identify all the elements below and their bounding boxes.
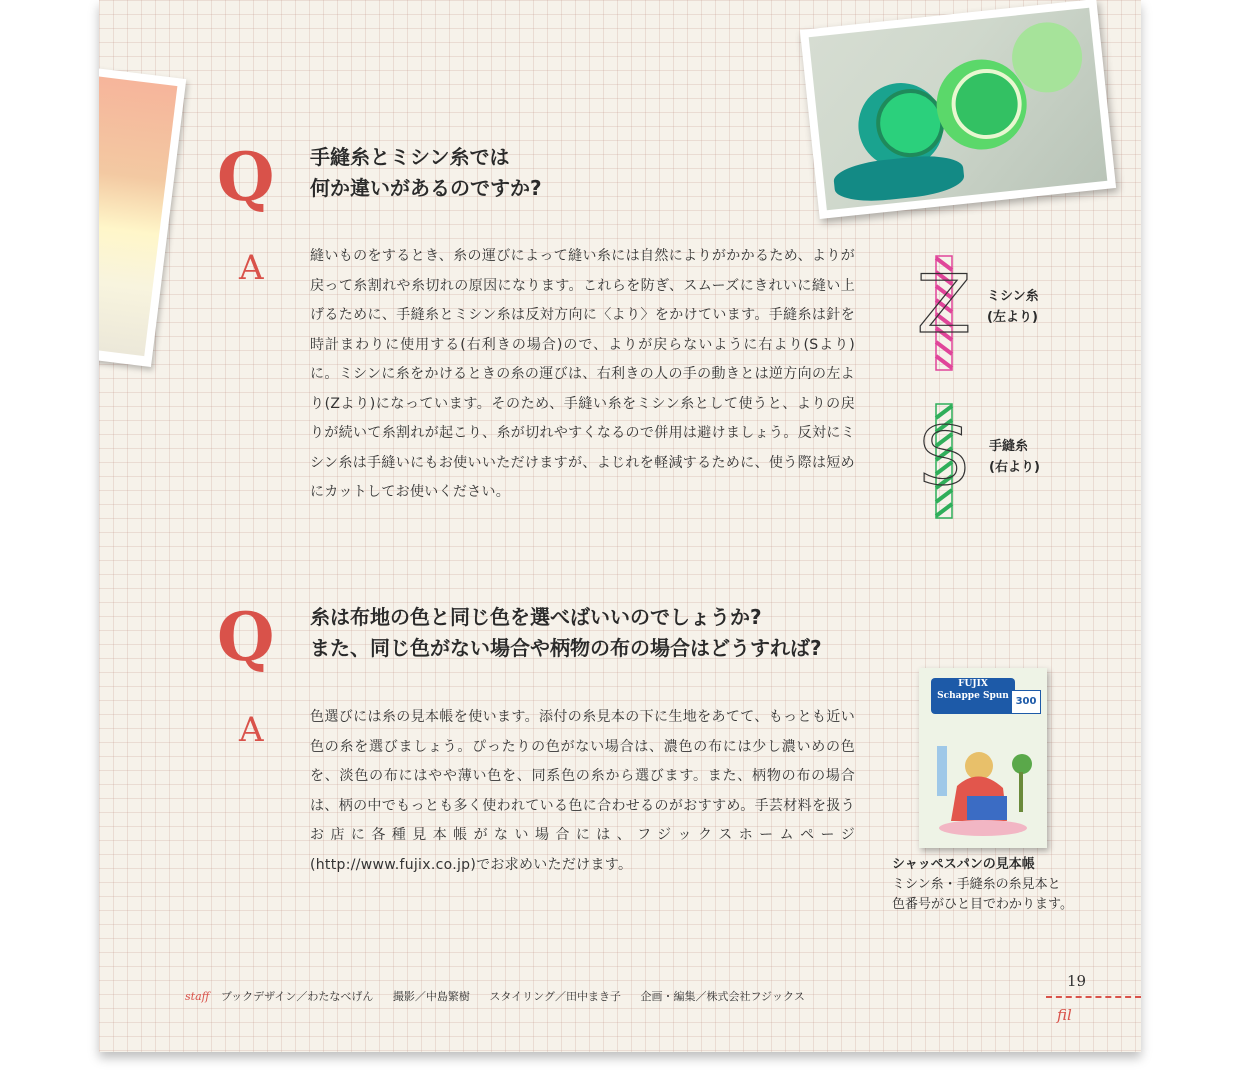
book-color-count: 300	[1011, 690, 1041, 714]
book-caption-title: シャッペスパンの見本帳	[892, 857, 1035, 872]
stitch-line	[1046, 996, 1141, 998]
page-number: 19	[1067, 972, 1087, 990]
question-2	[310, 602, 930, 664]
book-brand	[931, 678, 1015, 714]
thread-photo-left	[99, 67, 186, 367]
s-thread-twist: (右より)	[989, 460, 1040, 475]
s-letter: S	[918, 410, 970, 503]
staff-credits	[185, 988, 821, 1004]
question-1-line-1: 手縫糸とミシン糸では	[310, 145, 510, 169]
credit-editing: 企画・編集／株式会社フジックス	[640, 990, 805, 1003]
answer-marker-1: A	[239, 248, 264, 288]
z-twist-illustration	[914, 250, 974, 375]
book-brand-top: FUJIX	[958, 679, 988, 689]
question-marker-2: Q	[217, 598, 275, 676]
credit-photo: 撮影／中島繁樹	[392, 990, 470, 1003]
staff-label: staff	[185, 990, 210, 1003]
book-illustration	[927, 726, 1039, 841]
z-letter: Z	[916, 258, 972, 351]
sample-book-cover	[919, 668, 1047, 848]
fil-mark: fil	[1057, 1006, 1072, 1024]
credit-styling: スタイリング／田中まき子	[489, 990, 621, 1003]
question-2-line-2: また、同じ色がない場合や柄物の布の場合はどうすれば?	[310, 636, 822, 660]
book-caption	[892, 855, 1073, 915]
book-caption-line-2: 色番号がひと目でわかります。	[892, 897, 1073, 912]
book-caption-line-1: ミシン糸・手縫糸の糸見本と	[892, 877, 1061, 892]
s-thread-name: 手縫糸	[989, 439, 1029, 454]
z-thread-twist: (左より)	[987, 310, 1038, 325]
question-2-line-1: 糸は布地の色と同じ色を選べばいいのでしょうか?	[310, 605, 762, 629]
question-marker-1: Q	[217, 138, 275, 216]
z-thread-name: ミシン糸	[987, 289, 1039, 304]
s-twist-illustration	[914, 398, 974, 523]
answer-2: 色選びには糸の見本帳を使います。添付の糸見本の下に生地をあてて、もっとも近い色の糸を選びましょう。ぴったりの色がない場合は、濃色の布には少し濃いめの色を、淡色の布にはやや薄い色を、同系色の糸から選びます。また、柄物の布の場合は、柄の中でもっとも多く使われている色に合わせるのがおすすめ。手芸材料を扱うお店に各種見本帳がない場合には、フジックスホームページ(http://www.fujix.co.jp)でお求めいただけます。	[310, 709, 855, 873]
z-thread-label	[987, 286, 1039, 328]
book-brand-name: Schappe Spun	[937, 691, 1009, 701]
question-1	[310, 142, 930, 204]
answer-marker-2: A	[239, 710, 264, 750]
page	[99, 0, 1141, 1052]
s-thread-label	[989, 436, 1040, 478]
answer-1: 縫いものをするとき、糸の運びによって縫い糸には自然によりがかかるため、よりが戻って糸割れや糸切れの原因になります。これらを防ぎ、スムーズにきれいに縫い上げるために、手縫糸とミシン糸は反対方向に〈より〉をかけています。手縫糸は針を時計まわりに使用する(右利きの場合)ので、よりが戻らないように右より(Sより)に。ミシンに糸をかけるときの糸の運びは、右利きの人の手の動きとは逆方向の左より(Zより)になっています。そのため、手縫い糸をミシン糸として使うと、よりの戻りが続いて糸割れが起こり、糸が切れやすくなるので併用は避けましょう。反対にミシン糸は手縫いにもお使いいただけますが、よじれを軽減するために、使う際は短めにカットしてお使いください。	[310, 248, 855, 500]
question-1-line-2: 何か違いがあるのですか?	[310, 176, 542, 200]
credit-design: ブックデザイン／わたなべげん	[220, 990, 374, 1003]
